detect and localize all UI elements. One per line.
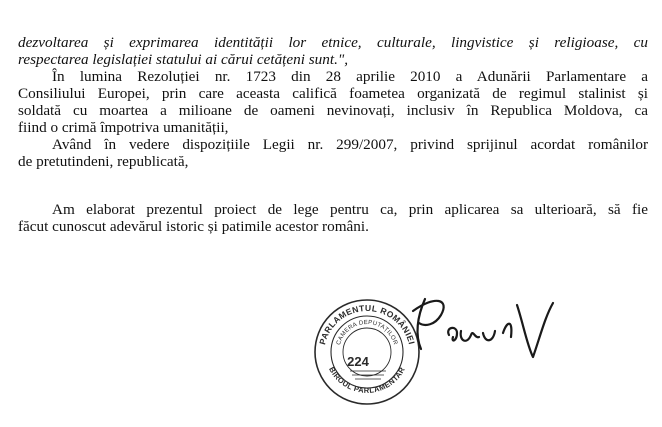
paragraph-3-line-1: Având în vedere dispozițiile Legii nr. 299/2007, privind sprijinul acordat românilor bbox=[52, 136, 648, 153]
paragraph-2-line-2: Consiliului Europei, prin care aceasta califică foametea organizată de regimul stalinist și bbox=[18, 85, 648, 102]
handwritten-signature bbox=[395, 287, 560, 362]
paragraph-2-line-3: soldată cu moartea a milioane de oameni nevinovați, inclusiv în Republica Moldova, ca bbox=[18, 102, 648, 119]
stamp-inner-text: CAMERA DEPUTAȚILOR bbox=[335, 319, 399, 346]
stamp-number: 224 bbox=[347, 354, 369, 369]
paragraph-4-line-1: Am elaborat prezentul proiect de lege pentru ca, prin aplicarea sa ulterioară, să fie bbox=[52, 201, 648, 218]
paragraph-3-line-2: de pretutindeni, republicată, bbox=[18, 153, 189, 170]
stamp-bottom-text: BIROUL PARLAMENTAR bbox=[327, 365, 407, 395]
stamp-outer-text: PARLAMENTUL ROMÂNIEI bbox=[317, 302, 417, 346]
paragraph-2-line-4: fiind o crimă împotriva umanității, bbox=[18, 119, 229, 136]
text-line-2: respectarea legislației statului ai cărui cetățeni sunt.", bbox=[18, 51, 349, 68]
paragraph-2-line-1: În lumina Rezoluției nr. 1723 din 28 aprilie 2010 a Adunării Parlamentare a bbox=[52, 68, 648, 85]
svg-text:BIROUL PARLAMENTAR bbox=[327, 365, 407, 395]
text-line-1: dezvoltarea și exprimarea identității lor etnice, culturale, lingvistice și religioase, cu bbox=[18, 34, 648, 51]
paragraph-4-line-2: făcut cunoscut adevărul istoric și patimile acestor români. bbox=[18, 218, 369, 235]
